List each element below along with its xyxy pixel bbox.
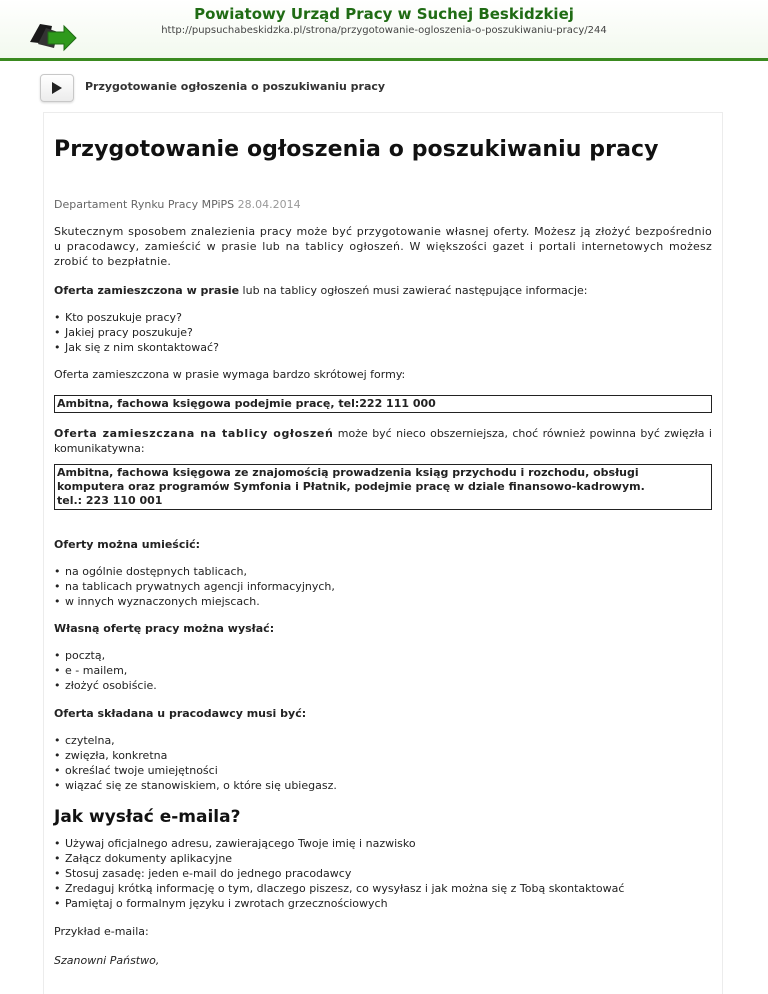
- info-list: [54, 310, 712, 355]
- must-heading-text: Oferta składana u pracodawcy musi być:: [54, 707, 307, 720]
- breadcrumb[interactable]: Przygotowanie ogłoszenia o poszukiwaniu pracy: [85, 80, 386, 93]
- send-list: [54, 648, 712, 693]
- email-list: [54, 836, 712, 911]
- article-date: 28.04.2014: [237, 198, 301, 211]
- press-form-paragraph: Oferta zamieszczona w prasie wymaga bardzo skrótowej formy:: [54, 368, 406, 381]
- list-item: • zwięzła, konkretna: [65, 748, 712, 763]
- list-item: • Stosuj zasadę: jeden e-mail do jednego pracodawcy: [65, 866, 712, 881]
- email-greeting: Szanowni Państwo,: [54, 954, 160, 967]
- list-item: • na ogólnie dostępnych tablicach,: [65, 564, 712, 579]
- example-short-box: Ambitna, fachowa księgowa podejmie pracę, tel:222 111 000: [54, 395, 712, 413]
- list-item: • złożyć osobiście.: [65, 678, 712, 693]
- press-text: lub na tablicy ogłoszeń musi zawierać następujące informacje:: [239, 284, 588, 297]
- send-heading-text: Własną ofertę pracy można wysłać:: [54, 622, 275, 635]
- must-heading: [54, 706, 712, 721]
- intro-paragraph: Skutecznym sposobem znalezienia pracy może być przygotowanie własnej oferty. Możesz ją złożyć bezpośrednio u pracodawcy, zamieścić w prasie lub na tablicy ogłoszeń. W większości gazet i portali internetowych możesz zrobić to bezpłatnie.: [54, 225, 712, 268]
- press-paragraph: [54, 283, 712, 298]
- list-item: • e - mailem,: [65, 663, 712, 678]
- list-item: • Pamiętaj o formalnym języku i zwrotach grzecznościowych: [65, 896, 712, 911]
- breadcrumb-button[interactable]: [40, 74, 74, 102]
- board-paragraph: [54, 426, 712, 456]
- must-list: [54, 733, 712, 793]
- list-item: • wiązać się ze stanowiskiem, o które się ubiegasz.: [65, 778, 712, 793]
- example-long-phone: tel.: 223 110 001: [57, 494, 163, 507]
- list-item: • Kto poszukuje pracy?: [65, 310, 712, 325]
- list-item: • Zredaguj krótką informację o tym, dlaczego piszesz, co wysyłasz i jak można się z Tobą skontaktować: [65, 881, 712, 896]
- list-item: • czytelna,: [65, 733, 712, 748]
- page-url: http://pupsuchabeskidzka.pl/strona/przygotowanie-ogloszenia-o-poszukiwaniu-pracy/244: [161, 25, 607, 36]
- site-header: [0, 0, 768, 61]
- board-text: może być nieco obszerniejsza, choć również powinna być zwięzła i komunikatywna:: [54, 427, 712, 455]
- send-heading: [54, 621, 712, 636]
- list-item: • określać twoje umiejętności: [65, 763, 712, 778]
- list-item: • na tablicach prywatnych agencji informacyjnych,: [65, 579, 712, 594]
- article-content: [43, 112, 723, 994]
- where-heading: [54, 537, 712, 552]
- press-label: Oferta zamieszczona w prasie: [54, 284, 240, 297]
- where-heading-text: Oferty można umieścić:: [54, 538, 201, 551]
- list-item: • Jak się z nim skontaktować?: [65, 340, 712, 355]
- list-item: • Załącz dokumenty aplikacyjne: [65, 851, 712, 866]
- list-item: • w innych wyznaczonych miejscach.: [65, 594, 712, 609]
- list-item: • pocztą,: [65, 648, 712, 663]
- page-title: Przygotowanie ogłoszenia o poszukiwaniu pracy: [54, 137, 659, 162]
- email-heading: Jak wysłać e-maila?: [54, 807, 241, 827]
- article-meta: [54, 198, 712, 211]
- example-long-text: Ambitna, fachowa księgowa ze znajomością prowadzenia ksiąg przychodu i rozchodu, obsługi komputera oraz programów Symfonia i Płatnik, podejmie pracę w dziale finansowo-kadrowym.: [57, 466, 645, 493]
- example-long-box: [54, 464, 712, 510]
- list-item: • Używaj oficjalnego adresu, zawierającego Twoje imię i nazwisko: [65, 836, 712, 851]
- board-label: Oferta zamieszczana na tablicy ogłoszeń: [54, 427, 334, 440]
- article-source: Departament Rynku Pracy MPiPS: [54, 198, 235, 211]
- email-example-label: Przykład e-maila:: [54, 925, 149, 938]
- site-title[interactable]: Powiatowy Urząd Pracy w Suchej Beskidzkiej: [194, 5, 574, 23]
- list-item: • Jakiej pracy poszukuje?: [65, 325, 712, 340]
- play-arrow-icon: [51, 81, 63, 95]
- where-list: [54, 564, 712, 609]
